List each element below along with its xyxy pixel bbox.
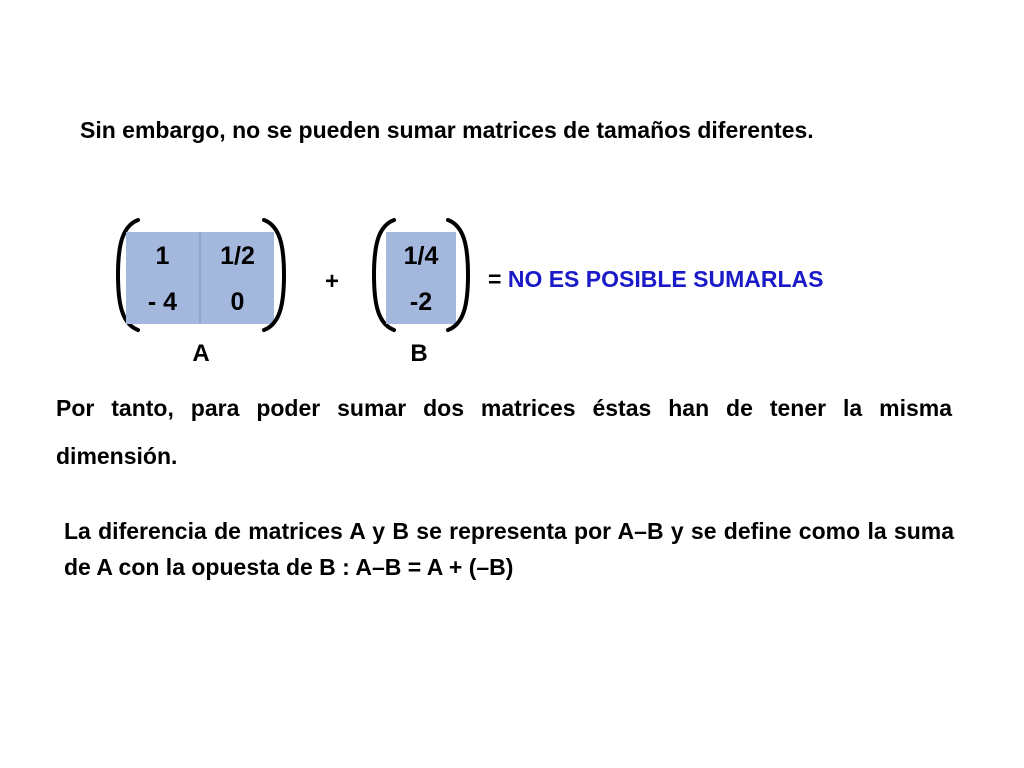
matrix-a-cell: 1/2 [220, 241, 255, 270]
result-statement [488, 266, 823, 293]
matrix-b-cell: -2 [409, 287, 433, 316]
intro-text: Sin embargo, no se pueden sumar matrices de tamaños diferentes. [80, 117, 814, 143]
matrix-a-cell: - 4 [147, 287, 178, 316]
matrix-b-right-bracket [440, 216, 474, 334]
dimension-paragraph: Por tanto, para poder sumar dos matrices éstas han de tener la misma dimensión. [56, 395, 952, 469]
matrix-a-cell: 1 [155, 241, 170, 270]
matrix-a-label: A [192, 340, 210, 367]
equals-sign: = [488, 266, 502, 292]
matrix-a-right-bracket [256, 216, 290, 334]
plus-sign: + [324, 268, 339, 295]
difference-paragraph: La diferencia de matrices A y B se representa por A–B y se define como la suma de A con la opuesta de B : A–B = A + (–B) [64, 518, 954, 580]
matrix-b-cell: 1/4 [403, 241, 439, 270]
result-text: NO ES POSIBLE SUMARLAS [507, 266, 824, 292]
matrix-a-cell: 0 [230, 287, 245, 316]
matrix-b-label: B [410, 340, 428, 367]
